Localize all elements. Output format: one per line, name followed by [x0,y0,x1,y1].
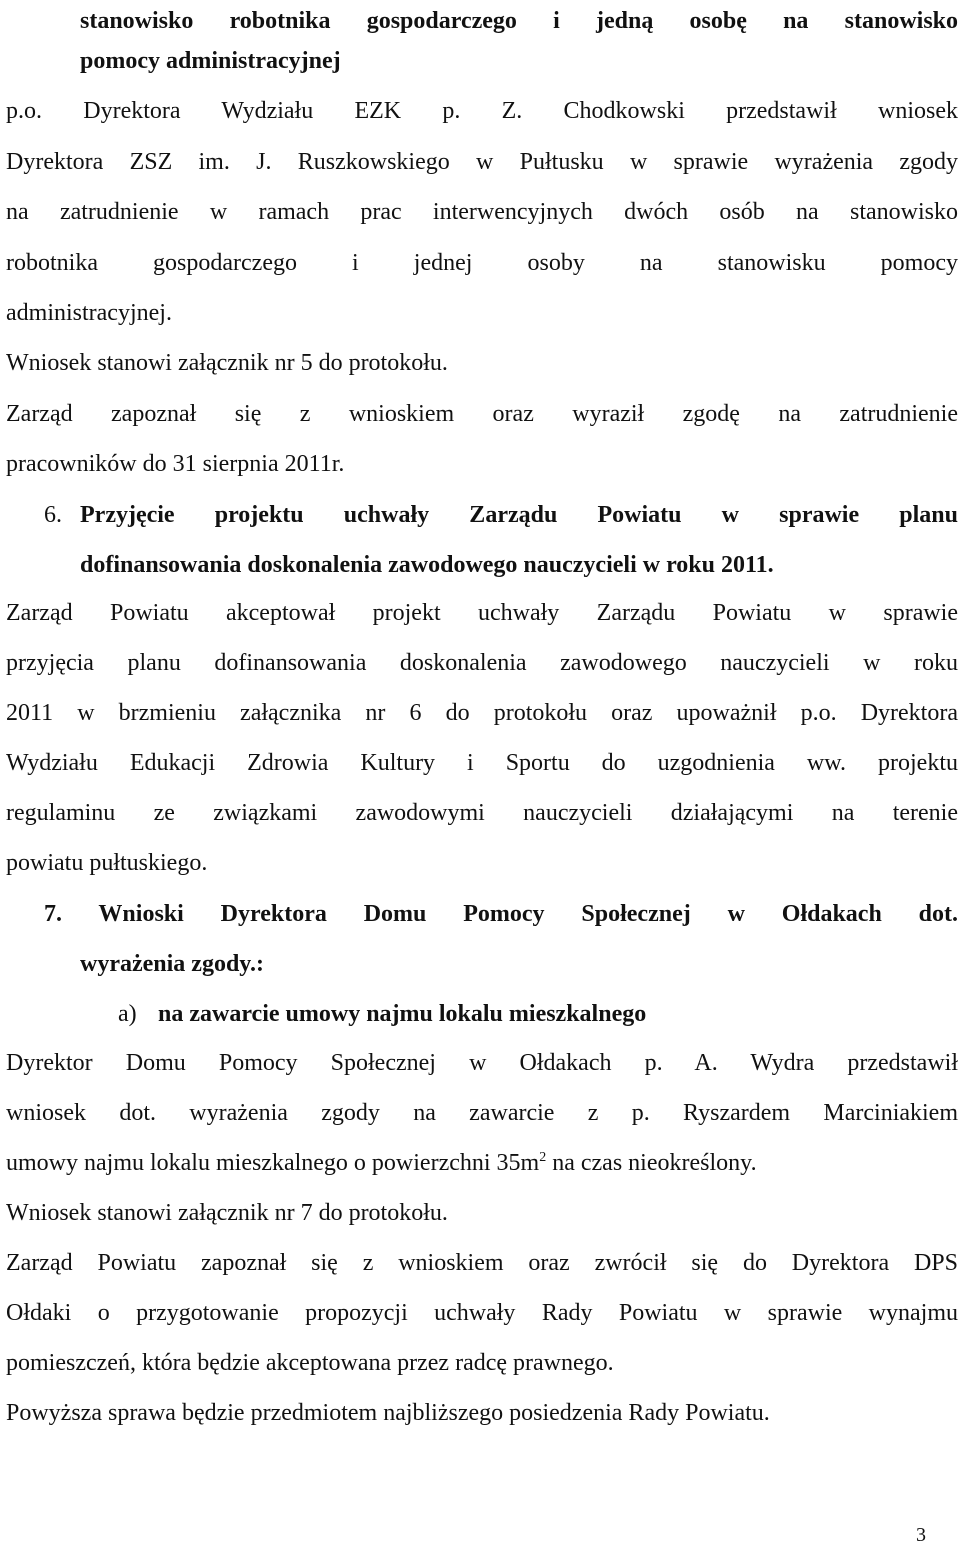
section-number: 6. [44,502,62,528]
text-line: 2011 w brzmieniu załącznika nr 6 do protokołu oraz upoważnił p.o. Dyrektora [6,700,958,726]
text-line: regulaminu ze związkami zawodowymi nauczycieli działającymi na terenie [6,800,958,826]
page-number: 3 [916,1524,926,1546]
text-fragment: umowy najmu lokalu mieszkalnego o powierzchni 35m [6,1150,540,1176]
text-line: p.o. Dyrektora Wydziału EZK p. Z. Chodkowski przedstawił wniosek [6,98,958,124]
text-line: Ołdaki o przygotowanie propozycji uchwały Rady Powiatu w sprawie wynajmu [6,1300,958,1326]
text-fragment: na czas nieokreślony. [546,1150,757,1176]
section-heading: wyrażenia zgody.: [80,951,264,977]
text-line: na zatrudnienie w ramach prac interwencyjnych dwóch osób na stanowisko [6,199,958,225]
text-line [6,1138,757,1188]
subsection-heading: na zawarcie umowy najmu lokalu mieszkalnego [158,1001,647,1027]
text-line: robotnika gospodarczego i jednej osoby na stanowisku pomocy [6,250,958,276]
text-line: pracowników do 31 sierpnia 2011r. [6,451,345,477]
text-line: Dyrektor Domu Pomocy Społecznej w Ołdakach p. A. Wydra przedstawił [6,1050,958,1076]
text-line: Zarząd zapoznał się z wnioskiem oraz wyraził zgodę na zatrudnienie [6,401,958,427]
section-heading: 7. Wnioski Dyrektora Domu Pomocy Społecznej w Ołdakach dot. [44,901,958,927]
text-line: pomieszczeń, która będzie akceptowana przez radcę prawnego. [6,1350,614,1376]
subsection-label: a) [118,1001,137,1027]
text-line: Zarząd Powiatu zapoznał się z wnioskiem oraz zwrócił się do Dyrektora DPS [6,1250,958,1276]
text-line: administracyjnej. [6,300,172,326]
text-line: Zarząd Powiatu akceptował projekt uchwały Zarządu Powiatu w sprawie [6,600,958,626]
text-line: Wniosek stanowi załącznik nr 5 do protokołu. [6,350,448,376]
text-line: Powyższa sprawa będzie przedmiotem najbliższego posiedzenia Rady Powiatu. [6,1400,770,1426]
text-line: Wydziału Edukacji Zdrowia Kultury i Sportu do uzgodnienia ww. projektu [6,750,958,776]
text-line: stanowisko robotnika gospodarczego i jedną osobę na stanowisko [80,8,958,34]
section-heading: Przyjęcie projektu uchwały Zarządu Powiatu w sprawie planu [80,502,958,528]
superscript: 2 [539,1150,547,1165]
text-line: przyjęcia planu dofinansowania doskonalenia zawodowego nauczycieli w roku [6,650,958,676]
section-heading: dofinansowania doskonalenia zawodowego nauczycieli w roku 2011. [80,552,774,578]
text-line: pomocy administracyjnej [80,48,341,74]
text-line: Dyrektora ZSZ im. J. Ruszkowskiego w Pułtusku w sprawie wyrażenia zgody [6,149,958,175]
text-line: Wniosek stanowi załącznik nr 7 do protokołu. [6,1200,448,1226]
text-line: powiatu pułtuskiego. [6,850,208,876]
text-line: wniosek dot. wyrażenia zgody na zawarcie z p. Ryszardem Marciniakiem [6,1100,958,1126]
